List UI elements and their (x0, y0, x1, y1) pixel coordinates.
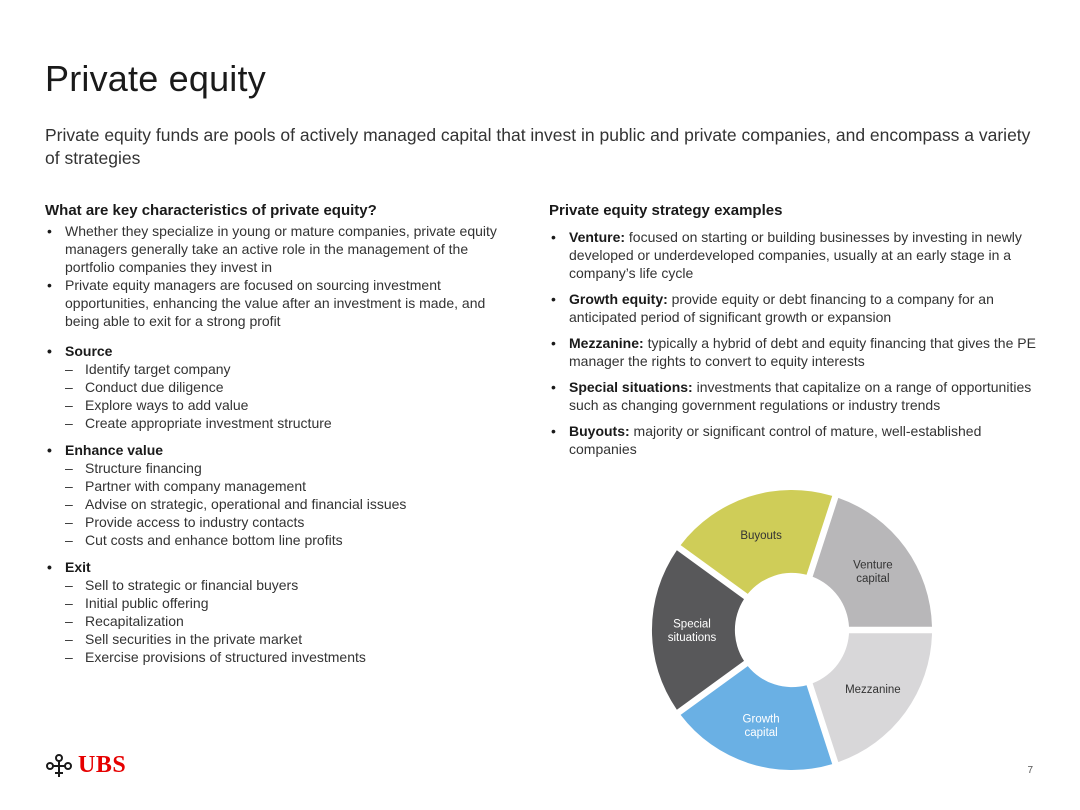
strategies-list (549, 228, 1044, 458)
donut-label: Growth capital (742, 713, 780, 739)
logo-text: UBS (78, 752, 127, 778)
donut-label: Buyouts (740, 529, 782, 542)
strategy-text: focused on starting or building businesses by investing in newly developed or underdeveloped companies, usually at an early stage in a company’s life cycle (569, 229, 1022, 281)
ubs-keys-icon (44, 753, 74, 779)
strategy-term: Growth equity: (569, 291, 668, 307)
section-source (45, 342, 515, 432)
section-enhance-value (45, 441, 515, 549)
list-item: – Cut costs and enhance bottom line profits (65, 531, 515, 549)
list-item: – Identify target company (65, 360, 515, 378)
section-exit (45, 558, 515, 666)
strategy-text: typically a hybrid of debt and equity financing that gives the PE manager the rights to convert to equity interests (569, 335, 1036, 369)
list-item: – Exercise provisions of structured investments (65, 648, 515, 666)
strategy-term: Buyouts: (569, 423, 630, 439)
list-item: – Recapitalization (65, 612, 515, 630)
characteristics-heading: What are key characteristics of private equity? (45, 202, 377, 219)
donut-label: Venture capital (853, 559, 893, 585)
strategy-text: investments that capitalize on a range of opportunities such as changing government regulations or industry trends (569, 379, 1032, 413)
strategies-heading: Private equity strategy examples (549, 202, 783, 219)
strategy-term: Special situations: (569, 379, 693, 395)
list-item: – Initial public offering (65, 594, 515, 612)
characteristics-bullets (45, 222, 515, 330)
donut-label: Mezzanine (845, 683, 901, 696)
section-title: • Source (45, 342, 515, 360)
page-subtitle: Private equity funds are pools of actively managed capital that invest in public and private companies, and encompass a variety of strategies (45, 125, 1031, 168)
strategy-term: Mezzanine: (569, 335, 644, 351)
ubs-logo (44, 752, 126, 779)
page-title: Private equity (45, 58, 266, 99)
sub-list (65, 459, 515, 549)
list-item: – Explore ways to add value (65, 396, 515, 414)
section-title: • Exit (45, 558, 515, 576)
list-item: – Conduct due diligence (65, 378, 515, 396)
characteristics-column (45, 201, 515, 666)
strategy-item-venture (549, 228, 1044, 282)
strategy-term: Venture: (569, 229, 626, 245)
strategy-text: majority or significant control of mature, well-established companies (569, 423, 982, 457)
list-item: – Advise on strategic, operational and financial issues (65, 495, 515, 513)
strategy-item-special-situations (549, 378, 1044, 414)
strategy-item-growth-equity (549, 290, 1044, 326)
strategies-column (549, 201, 1044, 466)
list-item: – Provide access to industry contacts (65, 513, 515, 531)
list-item: • Private equity managers are focused on sourcing investment opportunities, enhancing the value after an investment is made, and being able to exit for a strong profit (45, 276, 515, 330)
section-title: • Enhance value (45, 441, 515, 459)
strategy-donut-chart (640, 482, 945, 782)
donut-slice-mezzanine (813, 633, 932, 762)
sub-list (65, 360, 515, 432)
strategy-item-mezzanine (549, 334, 1044, 370)
list-item: – Sell securities in the private market (65, 630, 515, 648)
list-item: – Sell to strategic or financial buyers (65, 576, 515, 594)
strategy-item-buyouts (549, 422, 1044, 458)
list-item: – Create appropriate investment structure (65, 414, 515, 432)
page-number: 7 (1027, 765, 1033, 776)
list-item: • Whether they specialize in young or mature companies, private equity managers generally take an active role in the management of the portfolio companies they invest in (45, 222, 515, 276)
donut-label: Special situations (667, 618, 717, 644)
sub-list (65, 576, 515, 666)
list-item: – Structure financing (65, 459, 515, 477)
strategy-text: provide equity or debt financing to a company for an anticipated period of significant growth or expansion (569, 291, 994, 325)
list-item: – Partner with company management (65, 477, 515, 495)
